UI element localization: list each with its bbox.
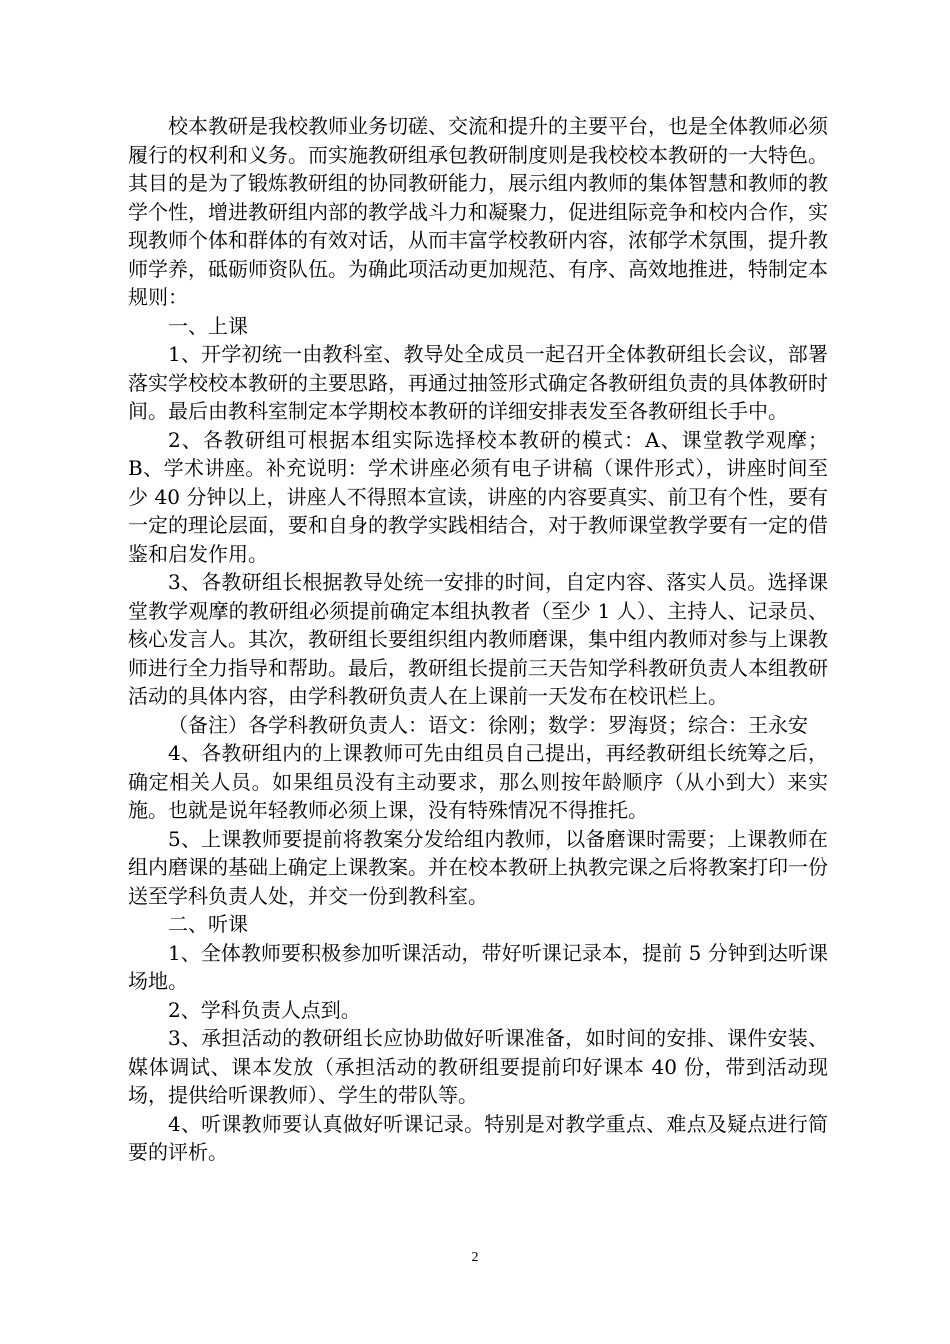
note-paragraph: （备注）各学科教研负责人：语文：徐刚；数学：罗海贤；综合：王永安 (168, 712, 808, 737)
list-item: 4、听课教师要认真做好听课记录。特别是对教学重点、难点及疑点进行简要的评析。 (128, 1111, 828, 1164)
list-item: 2、学科负责人点到。 (168, 997, 361, 1022)
list-item: 2、各教研组可根据本组实际选择校本教研的模式：A、课堂教学观摩；B、学术讲座。补充说明：学术讲座必须有电子讲稿（课件形式），讲座时间至少 40 分钟以上，讲座人不得照本宣读，讲座的内容要真实、前卫有个性，要有一定的理论层面，要和自身的教学实践相结合，对于教师课堂教学要有一定的借鉴和启发作用。 (128, 427, 828, 566)
document-body (128, 112, 828, 1167)
list-item: 1、开学初统一由教科室、教导处全成员一起召开全体教研组长会议，部署落实学校校本教研的主要思路，再通过抽签形式确定各教研组负责的具体教研时间。最后由教科室制定本学期校本教研的详细安排表发至各教研组长手中。 (128, 342, 828, 423)
list-item: 3、各教研组长根据教导处统一安排的时间，自定内容、落实人员。选择课堂教学观摩的教研组必须提前确定本组执教者（至少 1 人）、主持人、记录员、核心发言人。其次，教研组长要组织组内教师磨课，集中组内教师对参与上课教师进行全力指导和帮助。最后，教研组长提前三天告知学科教研负责人本组教研活动的具体内容，由学科教研负责人在上课前一天发布在校讯栏上。 (128, 570, 828, 708)
list-item: 1、全体教师要积极参加听课活动，带好听课记录本，提前 5 分钟到达听课场地。 (128, 940, 828, 993)
page-number: 2 (471, 1250, 479, 1265)
list-item: 4、各教研组内的上课教师可先由组员自己提出，再经教研组长统筹之后，确定相关人员。如果组员没有主动要求，那么则按年龄顺序（从小到大）来实施。也就是说年轻教师必须上课，没有特殊情况不得推托。 (128, 741, 828, 822)
list-item: 3、承担活动的教研组长应协助做好听课准备，如时间的安排、课件安装、媒体调试、课本发放（承担活动的教研组要提前印好课本 40 份，带到活动现场，提供给听课教师）、学生的带队等。 (128, 1026, 828, 1107)
section-heading-lecture: 一、上课 (168, 313, 248, 338)
intro-paragraph: 校本教研是我校教师业务切磋、交流和提升的主要平台，也是全体教师必须履行的权利和义务。而实施教研组承包教研制度则是我校校本教研的一大特色。其目的是为了锻炼教研组的协同教研能力，展示组内教师的集体智慧和教师的教学个性，增进教研组内部的教学战斗力和凝聚力，促进组际竞争和校内合作，实现教师个体和群体的有效对话，从而丰富学校教研内容，浓郁学术氛围，提升教师学养，砥砺师资队伍。为确此项活动更加规范、有序、高效地推进，特制定本规则： (128, 114, 828, 309)
section-heading-observation: 二、听课 (168, 912, 248, 936)
list-item: 5、上课教师要提前将教案分发给组内教师，以备磨课时需要；上课教师在组内磨课的基础上确定上课教案。并在校本教研上执教完课之后将教案打印一份送至学科负责人处，并交一份到教科室。 (128, 826, 828, 908)
